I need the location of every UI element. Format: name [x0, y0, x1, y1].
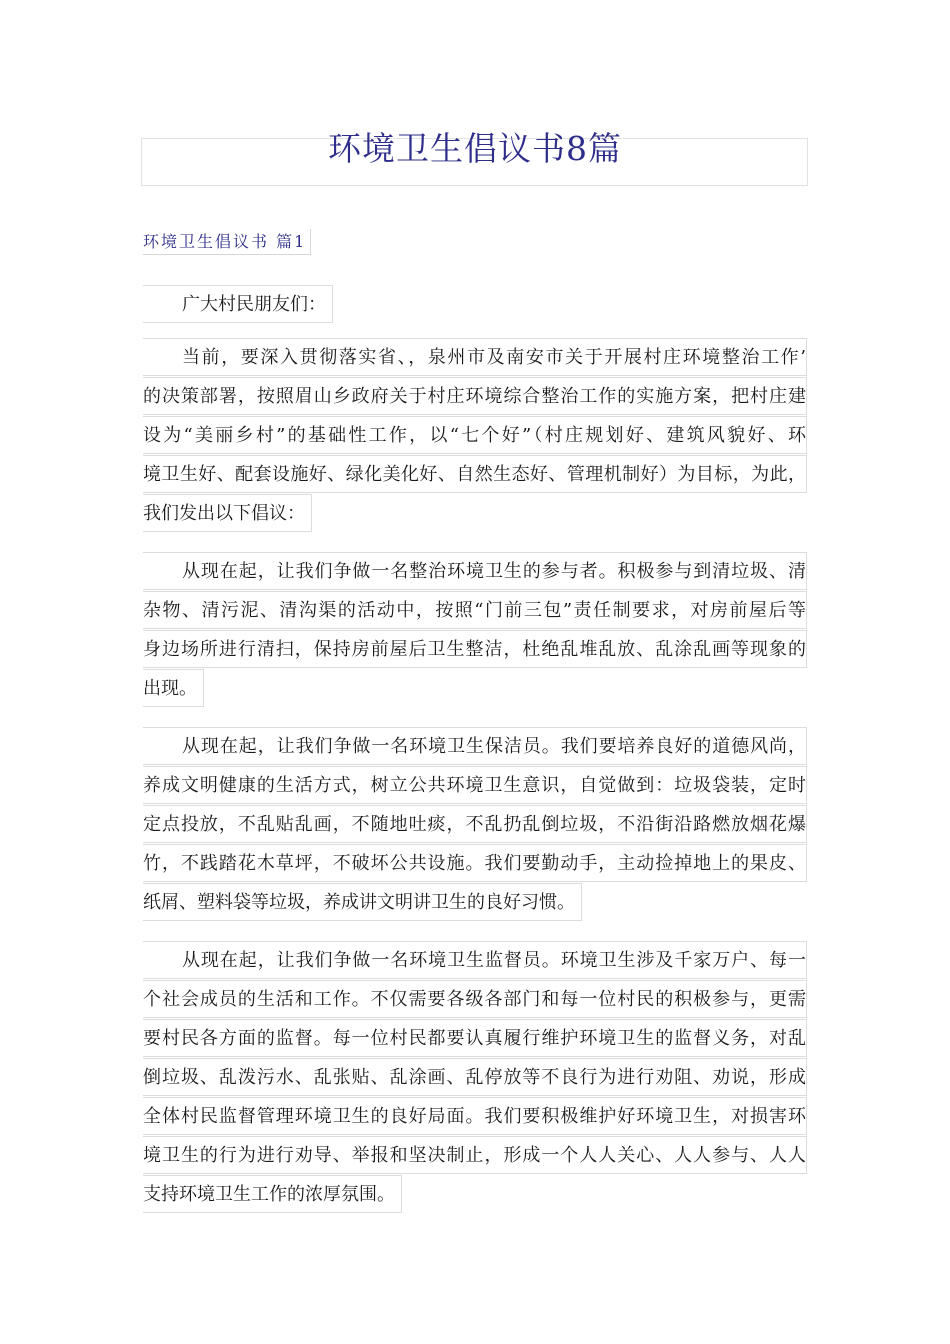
paragraph-1-line-3: 设为“美丽乡村”的基础性工作，以“七个好”（村庄规划好、建筑风貌好、环 [143, 416, 807, 454]
paragraph-3-line-2: 养成文明健康的生活方式，树立公共环境卫生意识，自觉做到：垃圾袋装，定时 [143, 766, 807, 804]
paragraph-2-line-1: 从现在起，让我们争做一名整治环境卫生的参与者。积极参与到清垃圾、清 [143, 552, 807, 590]
paragraph-3-line-1: 从现在起，让我们争做一名环境卫生保洁员。我们要培养良好的道德风尚， [143, 727, 807, 765]
paragraph-1-line-2: 的决策部署，按照眉山乡政府关于村庄环境综合整治工作的实施方案，把村庄建 [143, 377, 807, 415]
paragraph-3-line-4: 竹，不践踏花木草坪，不破坏公共设施。我们要勤动手，主动捡掉地上的果皮、 [143, 844, 807, 882]
paragraph-2-line-3: 身边场所进行清扫，保持房前屋后卫生整洁，杜绝乱堆乱放、乱涂乱画等现象的 [143, 630, 807, 668]
paragraph-4-line-2: 个社会成员的生活和工作。不仅需要各级各部门和每一位村民的积极参与，更需 [143, 980, 807, 1018]
paragraph-2-line-2: 杂物、清污泥、清沟渠的活动中，按照“门前三包”责任制要求，对房前屋后等 [143, 591, 807, 629]
document-title: 环境卫生倡议书8篇 [328, 129, 622, 168]
paragraph-3-line-3: 定点投放，不乱贴乱画，不随地吐痰，不乱扔乱倒垃圾，不沿街沿路燃放烟花爆 [143, 805, 807, 843]
paragraph-4-line-5: 全体村民监督管理环境卫生的良好局面。我们要积极维护好环境卫生，对损害环 [143, 1097, 807, 1135]
paragraph-4-line-6: 境卫生的行为进行劝导、举报和坚决制止，形成一个人人关心、人人参与、人人 [143, 1136, 807, 1174]
paragraph-1-line-1: 当前，要深入贯彻落实省、，泉州市及南安市关于开展村庄环境整治工作’ [143, 338, 807, 376]
section-heading: 环境卫生倡议书 篇1 [143, 229, 311, 255]
paragraph-2-line-4: 出现。 [143, 669, 204, 707]
paragraph-1-line-5: 我们发出以下倡议： [143, 494, 312, 532]
paragraph-3-line-5: 纸屑、塑料袋等垃圾，养成讲文明讲卫生的良好习惯。 [143, 883, 582, 921]
paragraph-4-line-7: 支持环境卫生工作的浓厚氛围。 [143, 1175, 402, 1213]
paragraph-4-line-3: 要村民各方面的监督。每一位村民都要认真履行维护环境卫生的监督义务，对乱 [143, 1019, 807, 1057]
paragraph-4-line-4: 倒垃圾、乱泼污水、乱张贴、乱涂画、乱停放等不良行为进行劝阻、劝说，形成 [143, 1058, 807, 1096]
paragraph-1-line-4: 境卫生好、配套设施好、绿化美化好、自然生态好、管理机制好）为目标，为此， [143, 455, 807, 493]
paragraph-4-line-1: 从现在起，让我们争做一名环境卫生监督员。环境卫生涉及千家万户、每一 [143, 941, 807, 979]
salutation: 广大村民朋友们： [143, 285, 333, 323]
